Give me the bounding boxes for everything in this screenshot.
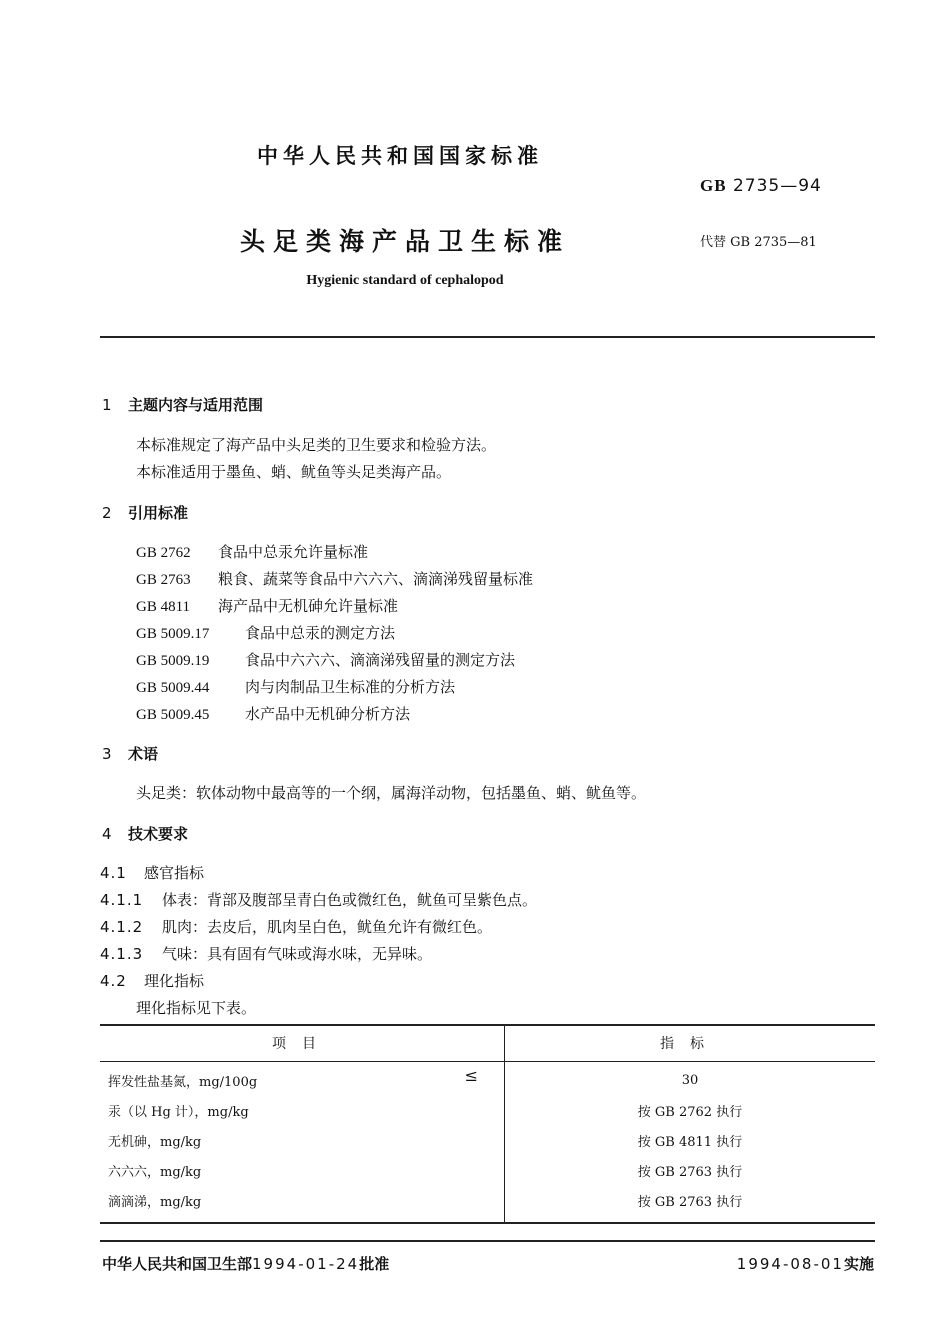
section-title: 主题内容与适用范围 (128, 396, 264, 414)
table-row (100, 1061, 875, 1096)
table-cell-value: 按 GB 2763 执行 (637, 1165, 743, 1180)
approver: 中华人民共和国卫生部 (102, 1255, 253, 1273)
reference-code: GB 5009.17 (136, 626, 210, 642)
clause-item (100, 916, 492, 937)
implementation-label: 实施 (843, 1255, 874, 1273)
section-number: 4 (102, 825, 112, 843)
replaces-note: 代替 GB 2735—81 (700, 235, 817, 250)
reference-item (136, 649, 515, 670)
approval-date: 1994-01-24 (252, 1255, 360, 1273)
document-title-english: Hygienic standard of cephalopod (306, 273, 504, 288)
section-heading (102, 502, 188, 523)
table-cell-value: 按 GB 4811 执行 (637, 1135, 743, 1150)
table-cell-value: 按 GB 2762 执行 (637, 1105, 743, 1120)
section-number: 2 (102, 504, 112, 522)
table-row (100, 1156, 875, 1186)
header-divider (100, 336, 875, 338)
reference-item (136, 703, 410, 724)
reference-title: 肉与肉制品卫生标准的分析方法 (245, 678, 456, 696)
table-row (100, 1096, 875, 1126)
paragraph: 本标准规定了海产品中头足类的卫生要求和检验方法。 (136, 436, 497, 454)
table-cell-item: 滴滴涕，mg/kg (100, 1186, 505, 1223)
reference-code: GB 5009.44 (136, 680, 210, 696)
section-title: 引用标准 (128, 504, 189, 522)
clause-item (100, 862, 204, 883)
reference-code: GB 2763 (136, 572, 191, 588)
implementation-date: 1994-08-01 (736, 1255, 844, 1273)
footer-divider (100, 1240, 875, 1242)
standard-code: 2735—94 (732, 176, 822, 196)
section-title: 技术要求 (128, 825, 189, 843)
table-cell-item: 无机砷，mg/kg (100, 1126, 505, 1156)
table-header-value: 指标 (505, 1025, 876, 1061)
table-cell-item: 六六六，mg/kg (100, 1156, 505, 1186)
reference-item (136, 622, 395, 643)
table-header-item: 项目 (100, 1025, 505, 1061)
section-heading (102, 743, 158, 764)
clause-number: 4.1 (100, 864, 127, 882)
clause-text: 理化指标 (144, 972, 205, 990)
section-heading (102, 394, 263, 415)
clause-text: 肌肉：去皮后，肌肉呈白色，鱿鱼允许有微红色。 (162, 918, 493, 936)
clause-number: 4.1.2 (100, 918, 144, 936)
reference-code: GB 4811 (136, 599, 191, 615)
approval-line (102, 1253, 389, 1274)
reference-item (136, 676, 455, 697)
document-title: 头足类海产品卫生标准 (239, 227, 570, 256)
reference-title: 食品中总汞的测定方法 (245, 624, 396, 642)
reference-title: 食品中总汞允许量标准 (218, 543, 369, 561)
paragraph: 头足类：软体动物中最高等的一个纲，属海洋动物，包括墨鱼、蛸、鱿鱼等。 (136, 784, 647, 802)
table-cell-value: 按 GB 2763 执行 (505, 1186, 876, 1223)
reference-code: GB 2762 (136, 545, 191, 561)
table-intro: 理化指标见下表。 (136, 999, 257, 1017)
clause-item (100, 970, 204, 991)
table-row (100, 1126, 875, 1156)
reference-item (136, 541, 368, 562)
standard-number (700, 176, 822, 196)
table-cell-value: 30 (681, 1073, 699, 1088)
reference-title: 水产品中无机砷分析方法 (245, 705, 411, 723)
section-title: 术语 (128, 745, 159, 763)
item-label: 挥发性盐基氮，mg/100g (108, 1075, 258, 1090)
clause-number: 4.1.1 (100, 891, 144, 909)
section-number: 3 (102, 745, 112, 763)
implementation-line (737, 1253, 874, 1274)
table-cell-item: 汞（以 Hg 计），mg/kg (100, 1096, 505, 1126)
physicochemical-table (100, 1024, 875, 1224)
clause-item (100, 943, 432, 964)
reference-title: 海产品中无机砷允许量标准 (218, 597, 399, 615)
table-header-row (100, 1025, 875, 1061)
clause-item (100, 889, 537, 910)
clause-text: 体表：背部及腹部呈青白色或微红色，鱿鱼可呈紫色点。 (162, 891, 538, 909)
standard-prefix: GB (700, 176, 727, 195)
table-cell-item (100, 1061, 505, 1096)
paragraph: 本标准适用于墨鱼、蛸、鱿鱼等头足类海产品。 (136, 463, 452, 481)
reference-title: 粮食、蔬菜等食品中六六六、滴滴涕残留量标准 (218, 570, 534, 588)
clause-text: 感官指标 (144, 864, 205, 882)
clause-text: 气味：具有固有气味或海水味，无异味。 (162, 945, 433, 963)
approval-label: 批准 (359, 1255, 390, 1273)
reference-title: 食品中六六六、滴滴涕残留量的测定方法 (245, 651, 516, 669)
section-number: 1 (102, 396, 112, 414)
reference-item (136, 595, 398, 616)
reference-code: GB 5009.19 (136, 653, 210, 669)
clause-number: 4.1.3 (100, 945, 144, 963)
reference-item (136, 568, 533, 589)
less-equal-sign: ≤ (464, 1065, 478, 1085)
national-standard-heading: 中华人民共和国国家标准 (257, 144, 543, 168)
table-row (100, 1186, 875, 1223)
reference-code: GB 5009.45 (136, 707, 210, 723)
section-heading (102, 823, 188, 844)
clause-number: 4.2 (100, 972, 127, 990)
